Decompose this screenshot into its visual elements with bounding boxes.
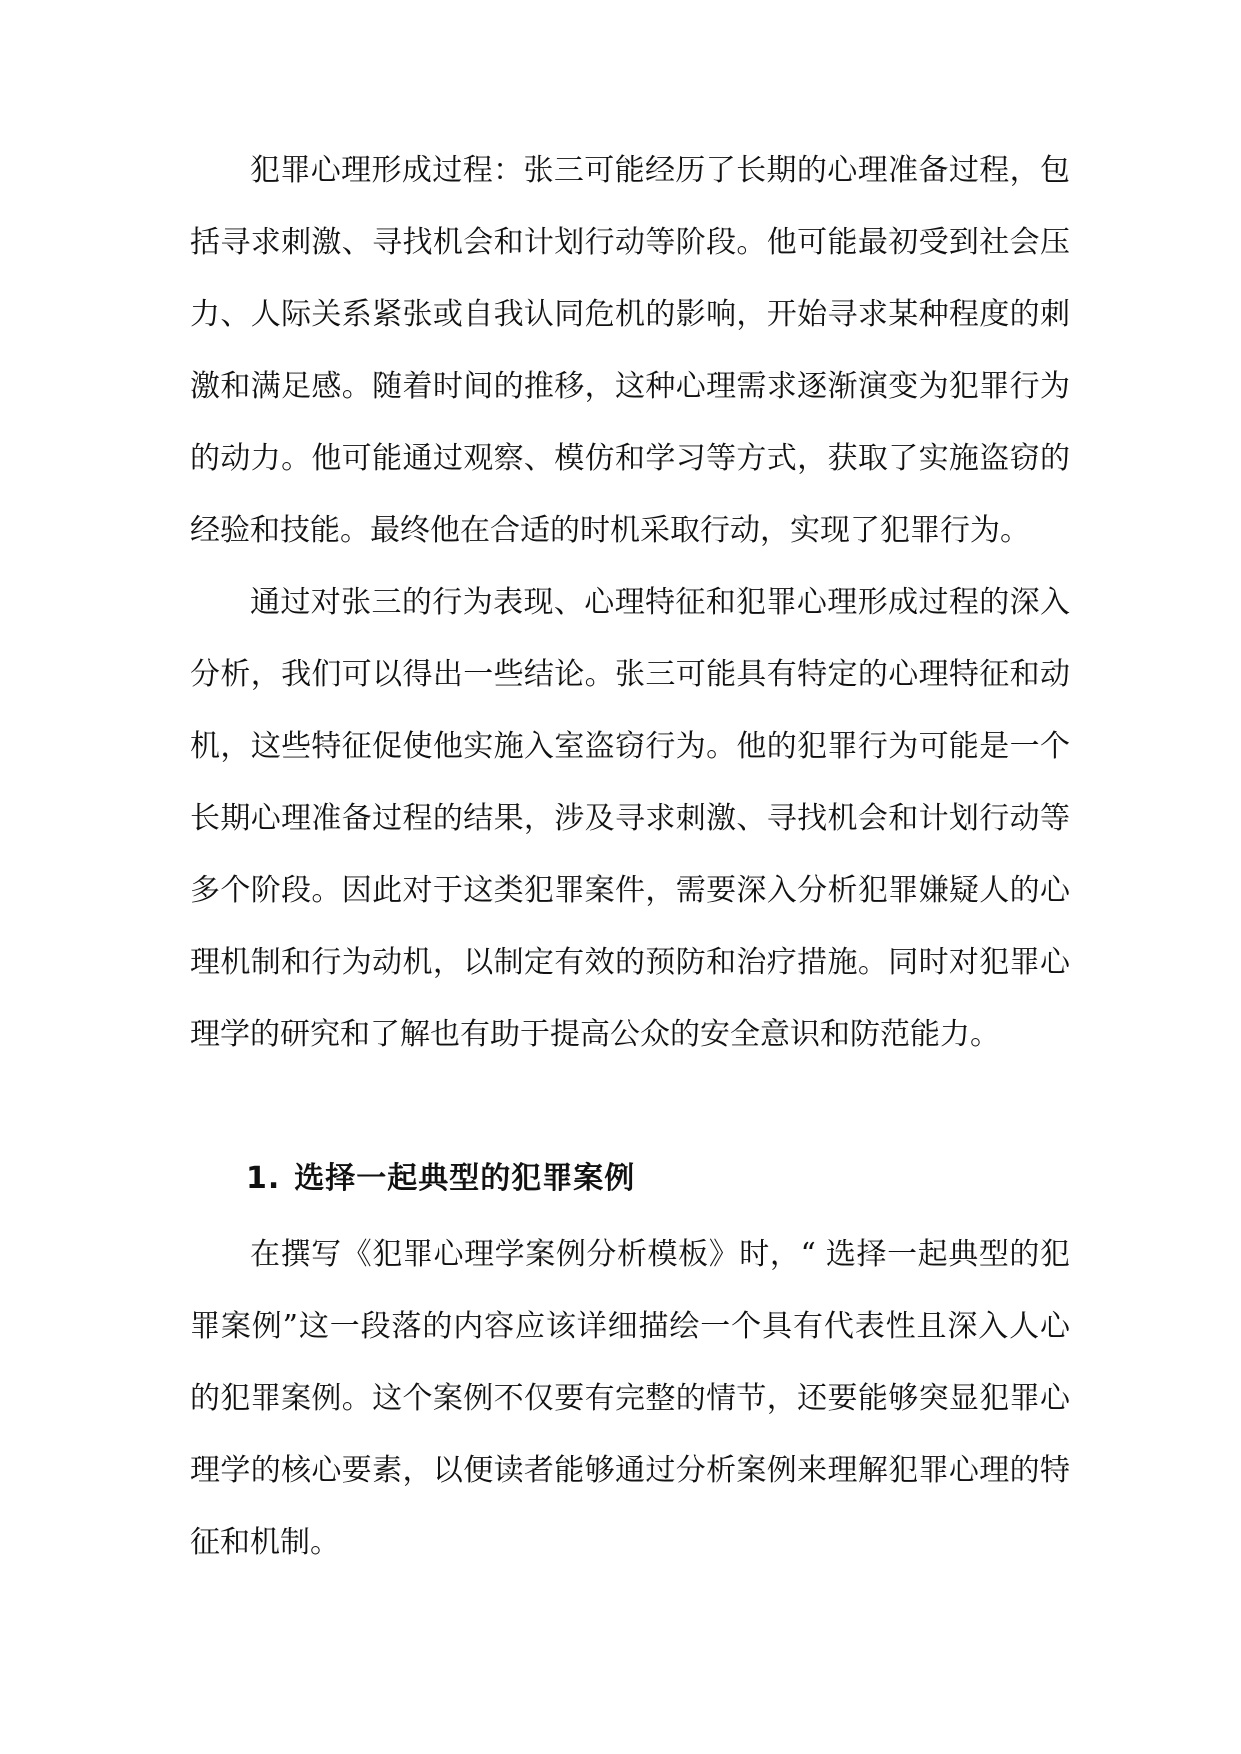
paragraph-text: 通过对张三的行为表现、心理特征和犯罪心理形成过程的深入分析，我们可以得出一些结论。张三可能具有特定的心理特征和动机，这些特征促使他实施入室盗窃行为。他的犯罪行为可能是一个长期心理准备过程的结果，涉及寻求刺激、寻找机会和计划行动等多个阶段。因此对于这类犯罪案件，需要深入分析犯罪嫌疑人的心理机制和行为动机，以制定有效的预防和治疗措施。同时对犯罪心理学的研究和了解也有助于提高公众的安全意识和防范能力。	[190, 585, 1070, 1052]
paragraph-text: 在撰写《犯罪心理学案例分析模板》时，“ 选择一起典型的犯罪案例”这一段落的内容应该详细描绘一个具有代表性且深入人心的犯罪案例。这个案例不仅要有完整的情节，还要能够突显犯罪心理学的核心要素，以便读者能够通过分析案例来理解犯罪心理的特征和机制。	[190, 1237, 1070, 1560]
paragraph-crime-psychology-formation	[190, 135, 1070, 567]
paragraph-text: 犯罪心理形成过程：张三可能经历了长期的心理准备过程，包括寻求刺激、寻找机会和计划行动等阶段。他可能最初受到社会压力、人际关系紧张或自我认同危机的影响，开始寻求某种程度的刺激和满足感。随着时间的推移，这种心理需求逐渐演变为犯罪行为的动力。他可能通过观察、模仿和学习等方式，获取了实施盗窃的经验和技能。最终他在合适的时机采取行动，实现了犯罪行为。	[190, 153, 1070, 548]
paragraph-section-intro	[190, 1219, 1070, 1579]
heading-title: 选择一起典型的犯罪案例	[294, 1161, 636, 1196]
section-heading	[190, 1143, 1070, 1215]
paragraph-conclusion	[190, 567, 1070, 1071]
heading-number: 1.	[246, 1161, 281, 1196]
